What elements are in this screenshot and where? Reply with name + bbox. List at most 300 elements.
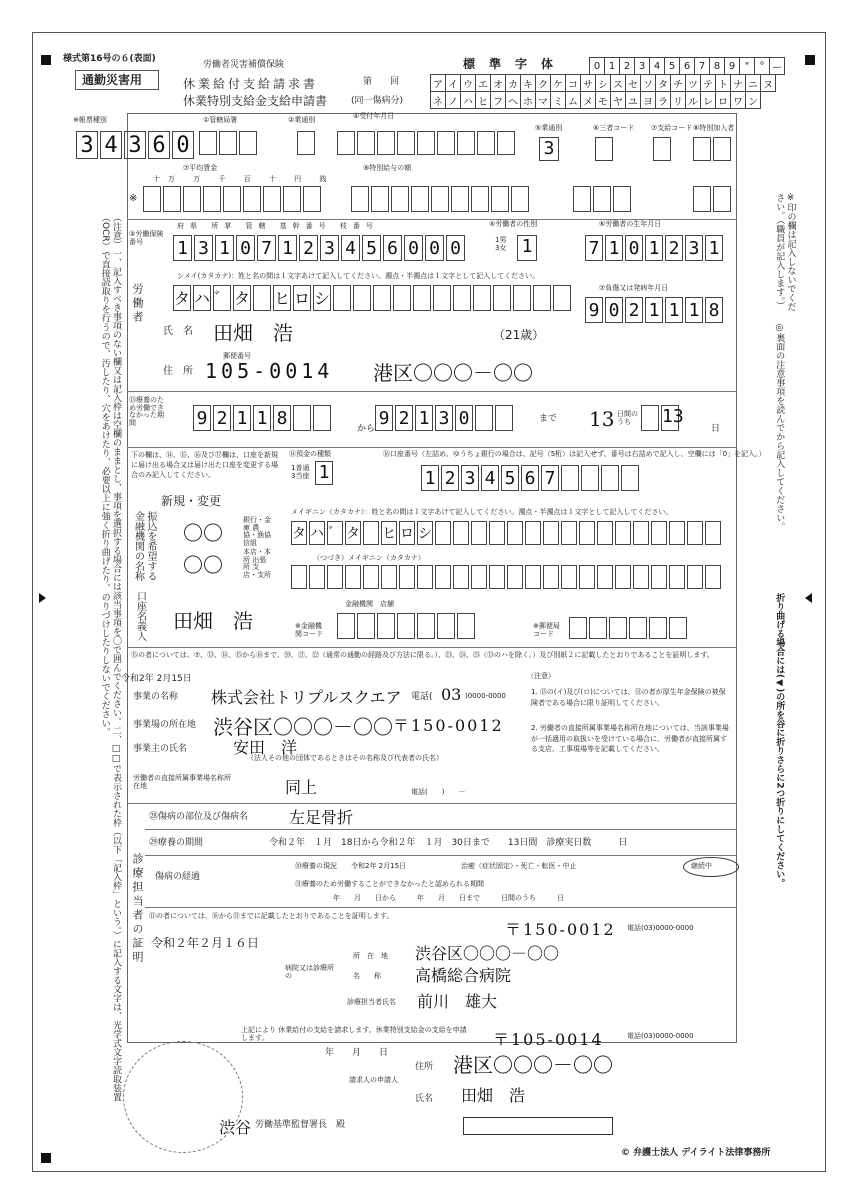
bank-code-box: [337, 613, 355, 639]
holder-kana-boxes[interactable]: [291, 521, 723, 545]
ledger-digit: 0: [172, 131, 194, 159]
holder-kana-cell: タ: [345, 521, 361, 545]
post-code-label: ※郵便局コード: [533, 622, 560, 638]
injury-digit: 1: [645, 297, 663, 323]
form-page: [32, 32, 826, 1172]
holder-kana-cont-cell: [345, 565, 361, 589]
period-to-digit: [495, 405, 513, 431]
third-party-box[interactable]: [595, 137, 615, 161]
worker-kana-cell: [413, 285, 431, 311]
holder-kana-cont-cell: [579, 565, 595, 589]
request-date[interactable]: 年 月 日: [325, 1048, 389, 1058]
doctor-section-label: 診療担当者の証明: [131, 853, 144, 965]
holder-kana-cont-cell: [399, 565, 415, 589]
std-char-cell: ノ: [446, 92, 461, 109]
wage-box: [143, 186, 161, 212]
worker-kana-cell: ロ: [293, 285, 311, 311]
wage-box: [183, 186, 201, 212]
period-days2-value: 13: [661, 405, 679, 431]
period-to-digit: 9: [375, 405, 393, 431]
holder-kana-cont-cell: [597, 565, 613, 589]
law-name: 労働者災害補償保険: [203, 60, 285, 70]
account-digit: 5: [501, 465, 519, 491]
received-date-box: [477, 131, 495, 155]
insurance-digit: 0: [236, 235, 255, 261]
period-until: まで: [539, 414, 558, 424]
special-pay-box: [491, 186, 509, 212]
std-char-cell: マ: [536, 92, 551, 109]
worker-kana-cell: タ: [233, 285, 251, 311]
ledger-digit: 3: [76, 131, 98, 159]
injury-label: ㉘傷病の部位及び傷病名: [149, 812, 249, 822]
injury-digit: 8: [705, 297, 723, 323]
holder-kana-cell: [561, 521, 577, 545]
std-char-cell: カ: [506, 75, 521, 92]
insurance-digit: 0: [425, 235, 444, 261]
std-char-cell: ソ: [641, 75, 656, 92]
period-from-digit: [313, 405, 331, 431]
std-char-cell: タ: [656, 75, 671, 92]
std-chars-kana-1: [430, 74, 776, 92]
location-label: 所 在 地: [353, 952, 388, 960]
holder-kana-cell: [453, 521, 469, 545]
holder-kana-cell: [543, 521, 559, 545]
biz-addr: 渋谷区〇〇〇－〇〇: [213, 715, 393, 739]
worker-kana-cell: ハ: [193, 285, 211, 311]
notes-title: （注意）: [527, 672, 555, 680]
phone-label: 電話(: [411, 692, 433, 702]
birth-label: ⑥労働者の生年月日: [599, 220, 662, 228]
std-char-cell: メ: [581, 92, 596, 109]
holder-kana-cont: （つづき）メイギニン（カタカナ）: [313, 554, 425, 562]
new-box[interactable]: [297, 131, 317, 155]
doctor-cert: ⑪の者については、⑱から㉛までに記載したとおりであることを証明します。: [149, 912, 394, 920]
wage-box: [163, 186, 181, 212]
std-char-cell: 7: [695, 58, 710, 75]
doctor-name-label: 診療担当者氏名: [347, 998, 396, 1006]
hospital-name: 高橋総合病院: [415, 966, 512, 985]
insurance-digit: 3: [320, 235, 339, 261]
avg-wage-boxes[interactable]: [143, 186, 323, 212]
std-chars-label: 標準字体: [463, 57, 568, 71]
std-char-cell: ヘ: [506, 92, 521, 109]
period-days-boxes[interactable]: [641, 405, 684, 431]
worker-kana-cell: [533, 285, 551, 311]
applicant-phone: 電話(03)0000-0000: [627, 1032, 694, 1040]
same-injury-label: (同一傷病分): [351, 96, 404, 106]
period-to-digit: 1: [415, 405, 433, 431]
std-char-cell: コ: [566, 75, 581, 92]
commute-tag-label: 通勤災害用: [82, 73, 143, 87]
right-note-3: 折り曲げる場合には(◀)の所を谷に折りさらに2つ折りにしてください。: [774, 593, 785, 888]
holder-kana-cont-cell: [615, 565, 631, 589]
ledger-type-label: ※帳票種別: [73, 116, 107, 124]
std-char-cell: ロ: [716, 92, 731, 109]
received-date-box: [457, 131, 475, 155]
special-member-boxes[interactable]: [693, 137, 733, 161]
std-chars-kana-2: [430, 91, 761, 109]
wage-box: [203, 186, 221, 212]
ledger-digits: [76, 131, 196, 159]
account-digit: [621, 465, 639, 491]
post-code-box: [649, 617, 667, 639]
std-char-cell: 1: [605, 58, 620, 75]
std-char-cell: 4: [650, 58, 665, 75]
holder-kana-cell: [633, 521, 649, 545]
office-boxes[interactable]: [199, 131, 259, 155]
wage-box: [283, 186, 301, 212]
period-from-digit: [293, 405, 311, 431]
std-char-cell: 6: [680, 58, 695, 75]
registration-mark: [41, 55, 51, 65]
worker-age: （21歳）: [493, 328, 545, 342]
notify-code-box[interactable]: [653, 137, 673, 161]
insurance-digit: 3: [194, 235, 213, 261]
received-date-box: [377, 131, 395, 155]
bank-code-box: [457, 613, 475, 639]
gender-box[interactable]: [517, 235, 539, 261]
treatment-period-label: ㉙療養の期間: [149, 838, 204, 848]
divider: [127, 803, 737, 804]
bank-code-label: ※金融機関コード: [295, 622, 323, 638]
std-char-cell: ": [740, 58, 755, 75]
bank-code-box: [357, 613, 375, 639]
biz-name: 株式会社トリプルスクエア: [211, 688, 402, 707]
post-code-box: [569, 617, 587, 639]
ledger-digit: 3: [124, 131, 146, 159]
title-sub: 休業特別支給金支給申請書: [183, 94, 328, 108]
worker-kana-cell: シ: [313, 285, 331, 311]
std-char-cell: 8: [710, 58, 725, 75]
received-date-box: [337, 131, 355, 155]
holder-kana-cell: [435, 521, 451, 545]
misc-code-box2[interactable]: [693, 186, 733, 212]
worker-kana-cell: [433, 285, 451, 311]
special-pay-box: [511, 186, 529, 212]
birth-digit: 3: [685, 235, 703, 261]
form-number: 様式第16号の６(表面): [63, 54, 156, 64]
holder-kana-cell: ハ: [309, 521, 325, 545]
postal-label: 郵便番号: [223, 352, 251, 360]
std-char-cell: イ: [446, 75, 461, 92]
post-code-box: [589, 617, 607, 639]
holder-kana-cont-cell: [525, 565, 541, 589]
status-label: ㉚療養の現況: [295, 862, 337, 870]
post-code-boxes[interactable]: [569, 617, 689, 639]
doctor-date: 令和２年２月１６日: [151, 936, 260, 950]
injury-digit: 9: [585, 297, 603, 323]
received-date-box: [437, 131, 455, 155]
account-number-boxes[interactable]: [421, 465, 641, 491]
worker-postal: 105-0014: [205, 359, 334, 383]
holder-kana-cont-cell: [489, 565, 505, 589]
period-days: 13: [589, 407, 615, 431]
bank1-options: 銀行・金庫 農協・漁協 信組: [243, 516, 271, 548]
period-days-label: 日間のうち: [617, 410, 638, 426]
bank-note: 下の欄は、⑭、⑮、⑯及び⑰欄は、口座を新規に届け出る場合又は届け出た口座を変更する場合のみ記入してください。: [131, 451, 278, 479]
holder-kana-cell: [471, 521, 487, 545]
owner-note: （法人その他の団体であるときはその名称及び代表者の氏名）: [247, 754, 443, 762]
holder-kana-hint: メイギニン（カタカナ）：姓と名の間は１文字あけて記入してください。濁点・半濁点は１文字として記入してください。: [291, 508, 673, 516]
std-char-cell: ケ: [551, 75, 566, 92]
holder-kana-cont-cell: [543, 565, 559, 589]
std-char-cell: ニ: [746, 75, 761, 92]
received-date-box: [357, 131, 375, 155]
special-pay-box: [391, 186, 409, 212]
std-char-cell: °: [755, 58, 770, 75]
worker-kana-cell: [493, 285, 511, 311]
third-party-label: ⑥三者コード: [593, 124, 635, 132]
commute-tag: [75, 70, 159, 90]
birth-digit: 7: [585, 235, 603, 261]
gender-value: 1: [517, 235, 537, 261]
bank-code-box: [417, 613, 435, 639]
registration-mark: [805, 55, 815, 65]
std-char-cell: ホ: [521, 92, 536, 109]
worker-kana-cell: [553, 285, 571, 311]
doctor-phone: 電話(03)0000-0000: [627, 924, 694, 932]
account-hint: ⑯口座番号（左詰め。ゆうちょ銀行の場合は、記号（5桁）は記入せず、番号は右詰めで記入し、空欄には「0」を記入。）: [383, 450, 766, 458]
unable-row: 年 月 日から 年 月 日まで 日間のうち 日: [333, 894, 564, 902]
bank-code-box: [377, 613, 395, 639]
doctor-postal: 〒150-0012: [505, 920, 616, 939]
applicant-addr: 港区〇〇〇－〇〇: [453, 1053, 613, 1077]
birth-digit: 1: [605, 235, 623, 261]
period-to-digit: 3: [435, 405, 453, 431]
hospital-name-label: 名 称: [353, 972, 381, 980]
insurance-digit: 1: [173, 235, 192, 261]
std-char-cell: ク: [536, 75, 551, 92]
holder-kana-cont-cell: [417, 565, 433, 589]
holder-kana-cont-boxes[interactable]: [291, 565, 723, 589]
injury-digit: 1: [665, 297, 683, 323]
registration-mark: [41, 1153, 51, 1163]
std-char-cell: モ: [596, 92, 611, 109]
holder-kana-cell: [363, 521, 379, 545]
left-notes: （注意）一、記入すべき事項のない欄又は記入枠は空欄のままとし、事項を選択する場合には該当事項を〇で囲んでください。二、□□で表示された枠（以下「記入枠」という。）に記入する文字は、光学式文字読取装置（OCR）で直接読取りを行うので、汚したり、穴をあけたり、必要以上に強く折り曲げたり、のりづけしたりしないでください。: [99, 213, 121, 1102]
divider: [145, 855, 737, 856]
std-char-cell: キ: [521, 75, 536, 92]
deposit-type-box[interactable]: [315, 461, 335, 485]
unable-label: ㉛療養のため労働することができなかったと認められる期間: [295, 880, 484, 888]
std-char-cell: チ: [671, 75, 686, 92]
holder-kana-cont-cell: [507, 565, 523, 589]
holder-kana-cell: [687, 521, 703, 545]
holder-kana-cell: [579, 521, 595, 545]
applicant-name: 田畑 浩: [461, 1086, 526, 1105]
period-to-digit: [475, 405, 493, 431]
fold-mark-left: [39, 593, 46, 603]
std-char-cell: ユ: [626, 92, 641, 109]
period-from-digit: 9: [193, 405, 211, 431]
divider: [127, 647, 737, 648]
note-2: 2. 労働者の直接所属事業場名称所在地については、当該事業場が一括適用の取扱いを受けている場合に、労働者が直接所属する支店、工事現場等を記載してください。: [531, 724, 729, 753]
deposit-value: 1: [315, 461, 333, 485]
holder-kana-cell: シ: [417, 521, 433, 545]
worker-kana-cell: [453, 285, 471, 311]
title-main: 休業給付支給請求書: [183, 77, 319, 91]
insurance-number-boxes[interactable]: [173, 235, 467, 261]
holder-label: 口座名義人: [134, 591, 146, 641]
name-label: 氏 名: [163, 326, 193, 337]
worker-kana-cell: [373, 285, 391, 311]
std-char-cell: セ: [626, 75, 641, 92]
biz-phone-rest: )0000-0000: [465, 692, 506, 700]
std-char-cell: ー: [770, 58, 785, 75]
fold-mark-right: [805, 593, 812, 603]
holder-kana-cell: タ: [291, 521, 307, 545]
office-suffix: 労働基準監督署長 殿: [255, 1120, 346, 1130]
worker-kana-cell: [393, 285, 411, 311]
divider: [127, 447, 737, 448]
std-char-cell: ネ: [431, 92, 446, 109]
special-pay-boxes[interactable]: [351, 186, 531, 212]
worker-kana-cell: ゛: [213, 285, 231, 311]
special-pay-box: [431, 186, 449, 212]
new-change-option[interactable]: 新規・変更: [161, 494, 222, 508]
std-chars-digits: [589, 57, 785, 75]
avg-wage-label: ⑦平均賃金: [183, 164, 218, 172]
employer-date: 令和2年 2月15日: [121, 674, 192, 684]
std-char-cell: 0: [590, 58, 605, 75]
birth-digit: 2: [665, 235, 683, 261]
business-label: ⑤業通別: [535, 124, 563, 132]
holder-kana-cont-cell: [669, 565, 685, 589]
std-char-cell: ナ: [731, 75, 746, 92]
status-date: 令和2年 2月15日: [351, 862, 407, 870]
wage-box: [263, 186, 281, 212]
ledger-digit: 6: [148, 131, 170, 159]
period-to-digit: 2: [395, 405, 413, 431]
applicant-postal: 〒105-0014: [493, 1030, 604, 1049]
insurance-digit: 4: [341, 235, 360, 261]
holder-kana-cont-cell: [705, 565, 721, 589]
insurance-digit: 2: [299, 235, 318, 261]
holder-name: 田畑 浩: [173, 609, 253, 633]
status-selected: 継続中: [691, 862, 712, 870]
std-char-cell: サ: [581, 75, 596, 92]
worker-kana-boxes[interactable]: [173, 285, 573, 311]
note-1: 1. ⑬の(イ)及び(ロ)については、⑬の者が厚生年金保険の被保険者である場合に限り証明してください。: [531, 688, 726, 707]
std-char-cell: ヤ: [611, 92, 626, 109]
worker-section-label: 労働者: [131, 283, 144, 325]
direct-label: 労働者の直接所属事業場名称所在地: [133, 774, 231, 790]
employer-cert: ⑮の者については、⑦、⑬、⑭、⑮から⑱まで、⑳、㉑、㉒（通常の通勤の経路及び方法に限る。）、㉓、㉔、㉕（⑬のハを除く。）及び別紙２に記載したとおりであることを証明します。: [131, 651, 714, 659]
std-char-cell: ワ: [731, 92, 746, 109]
holder-kana-cont-cell: [687, 565, 703, 589]
business-box[interactable]: [539, 137, 561, 161]
treatment-period: 令和２年 １月 18日から令和２年 １月 30日まで 13日間 診療実日数 日: [269, 838, 628, 848]
injury-date-boxes[interactable]: [585, 297, 725, 323]
std-char-cell: ル: [686, 92, 701, 109]
right-note-1: ※印の欄は記入しないでください。（職員が記入します。）: [774, 193, 796, 311]
worker-kana-cell: タ: [173, 285, 191, 311]
times-label: 第 回: [363, 77, 400, 87]
holder-kana-cont-cell: [561, 565, 577, 589]
account-digit: 6: [521, 465, 539, 491]
bank2-options: 本店・本所 出張所 支店・支所: [243, 548, 271, 580]
std-char-cell: 3: [635, 58, 650, 75]
bank-code-boxes[interactable]: [337, 613, 477, 639]
worker-kana-cell: ヒ: [273, 285, 291, 311]
copyright: © 弁護士法人 デイライト法律事務所: [621, 1148, 771, 1158]
received-date-boxes[interactable]: [337, 131, 517, 155]
wage-box: [243, 186, 261, 212]
holder-kana-cont-cell: [651, 565, 667, 589]
account-digit: 3: [461, 465, 479, 491]
std-char-cell: ハ: [461, 92, 476, 109]
insurance-digit: 0: [446, 235, 465, 261]
day-unit: 日: [711, 424, 721, 434]
insurance-label: ③労働保険番号: [129, 230, 164, 246]
holder-kana-cell: [669, 521, 685, 545]
injury-name: 左足骨折: [289, 808, 354, 827]
holder-kana-cont-cell: [435, 565, 451, 589]
office-label: ①管轄局署: [203, 116, 238, 124]
received-date-box: [497, 131, 515, 155]
post-code-box: [669, 617, 687, 639]
std-char-cell: ウ: [461, 75, 476, 92]
account-digit: [601, 465, 619, 491]
special-member-label: ⑧特別加入者: [693, 124, 735, 132]
account-digit: [561, 465, 579, 491]
divider: [145, 907, 737, 908]
period-from-boxes[interactable]: [193, 405, 333, 431]
signature-box[interactable]: [463, 1117, 613, 1135]
std-char-cell: ム: [566, 92, 581, 109]
worker-address: 港区〇〇〇－〇〇: [373, 361, 533, 385]
misc-code-boxes[interactable]: [573, 186, 633, 212]
injury-digit: 1: [685, 297, 703, 323]
applicant-label: 請求人の申請人: [349, 1076, 398, 1084]
bank-name-2: 〇〇: [183, 553, 223, 577]
received-date-box: [417, 131, 435, 155]
account-digit: 2: [441, 465, 459, 491]
biz-postal: 〒150-0012: [393, 716, 504, 735]
holder-kana-cell: [489, 521, 505, 545]
address-label: 住 所: [163, 366, 193, 377]
insurance-digit: 6: [383, 235, 402, 261]
insurance-digit: 1: [278, 235, 297, 261]
worker-kana-cell: [253, 285, 271, 311]
course-label: 傷病の経過: [155, 872, 201, 882]
period-to-boxes[interactable]: [375, 405, 515, 431]
holder-kana-cell: [507, 521, 523, 545]
holder-kana-cont-cell: [327, 565, 343, 589]
birth-date-boxes[interactable]: [585, 235, 725, 261]
divider: [145, 829, 737, 830]
std-char-cell: オ: [491, 75, 506, 92]
bank-code-box: [437, 613, 455, 639]
std-char-cell: シ: [596, 75, 611, 92]
asterisk: ※: [129, 193, 138, 204]
wage-units: 十万 万 千 百 十 円 銭: [153, 175, 335, 183]
hospital-location: 渋谷区〇〇〇－〇〇: [415, 944, 560, 963]
holder-kana-cont-cell: [471, 565, 487, 589]
holder-kana-cell: [597, 521, 613, 545]
bank-code-sub: 金融機関 店舗: [345, 600, 394, 608]
worker-name: 田畑 浩: [213, 321, 293, 345]
std-char-cell: ト: [716, 75, 731, 92]
insurance-digit: 0: [404, 235, 423, 261]
received-date-label: ④受付年月日: [353, 112, 395, 120]
gender-label: ⑤労働者の性別: [489, 220, 538, 228]
bank-code-box: [397, 613, 415, 639]
divider: [127, 391, 737, 392]
applicant-name-label: 氏名: [415, 1094, 434, 1104]
special-pay-label: ⑨特別給与の額: [363, 164, 412, 172]
special-pay-box: [451, 186, 469, 212]
